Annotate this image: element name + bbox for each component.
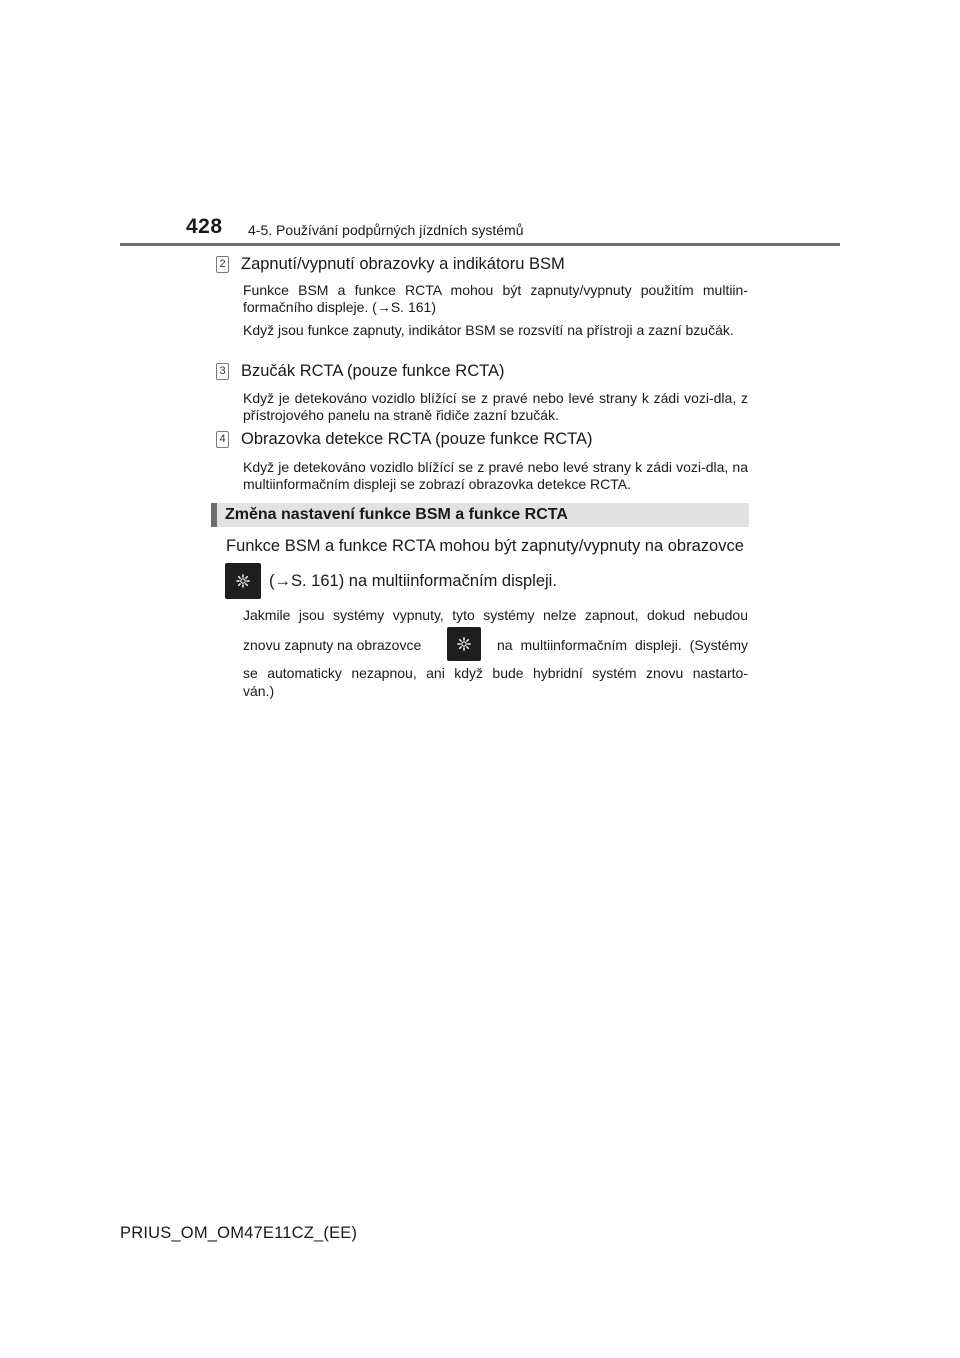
item-title: Obrazovka detekce RCTA (pouze funkce RCTA) [241, 430, 593, 448]
item-title: Zapnutí/vypnutí obrazovky a indikátoru BSM [241, 255, 565, 273]
document-code: PRIUS_OM_OM47E11CZ_(EE) [120, 1224, 358, 1242]
note-line-1: Jakmile jsou systémy vypnuty, tyto systémy nelze zapnout, dokud nebudou [243, 607, 748, 623]
item-title: Bzučák RCTA (pouze funkce RCTA) [241, 362, 505, 380]
note-line-4: ván.) [243, 683, 275, 699]
item-3-heading [216, 362, 504, 381]
note-line-3: se automaticky nezapnou, ani když bude hybridní systém znovu nastarto- [243, 665, 748, 681]
section-title: 4-5. Používání podpůrných jízdních systémů [248, 222, 524, 238]
header-divider [120, 243, 840, 246]
item-4-heading [216, 430, 593, 449]
note-line-2b: na multiinformačním displeji. (Systémy [497, 637, 748, 653]
intro-line-2: (→S. 161) na multiinformačním displeji. [269, 572, 557, 590]
item-2-paragraph-2: Když jsou funkce zapnuty, indikátor BSM se rozsvítí na přístroji a zazní bzučák. [243, 322, 734, 338]
gear-settings-icon [225, 563, 261, 599]
item-2-heading [216, 255, 565, 274]
gear-settings-icon [447, 627, 481, 661]
number-badge: 3 [216, 363, 229, 380]
number-badge: 4 [216, 431, 229, 448]
intro-line-1: Funkce BSM a funkce RCTA mohou být zapnuty/vypnuty na obrazovce [226, 537, 744, 555]
item-4-paragraph-1: Když je detekováno vozidlo blížící se z pravé nebo levé strany k zádi vozi-dla, na multiinformačním displeji se zobrazí obrazovka detekce RCTA. [243, 459, 748, 492]
page-number: 428 [186, 215, 223, 238]
section-heading: Změna nastavení funkce BSM a funkce RCTA [225, 506, 568, 523]
number-badge: 2 [216, 256, 229, 273]
item-2-paragraph-1: Funkce BSM a funkce RCTA mohou být zapnuty/vypnuty použitím multiin-formačního displeje. (→S. 161) [243, 282, 748, 315]
section-heading-bar [211, 503, 749, 527]
item-3-paragraph-1: Když je detekováno vozidlo blížící se z pravé nebo levé strany k zádi vozi-dla, z přístrojového panelu na straně řidiče zazní bzučák. [243, 390, 748, 423]
note-line-2a: znovu zapnuty na obrazovce [243, 637, 422, 653]
